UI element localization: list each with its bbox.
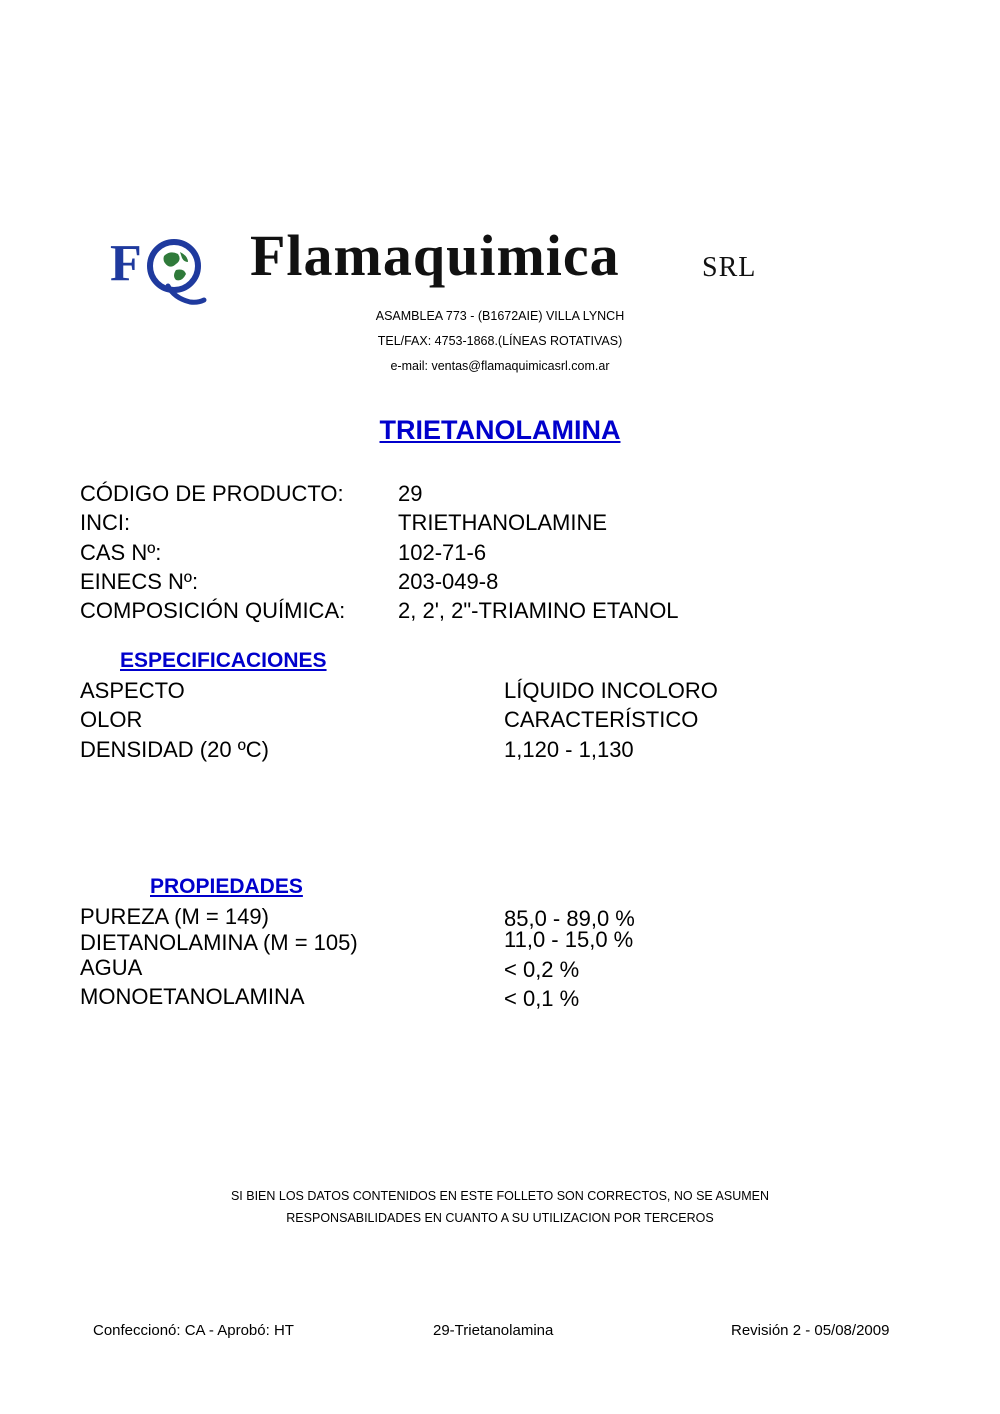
company-address: ASAMBLEA 773 - (B1672AIE) VILLA LYNCH — [375, 309, 625, 323]
footer-prepared-approved: Confeccionó: CA - Aprobó: HT — [93, 1322, 294, 1339]
id-value-code: 29 — [398, 481, 423, 506]
spec-label-odor: OLOR — [80, 707, 143, 732]
properties-heading: PROPIEDADES — [150, 875, 303, 898]
prop-value-purity: 85,0 - 89,0 % — [504, 906, 635, 931]
disclaimer-line-2: RESPONSABILIDADES EN CUANTO A SU UTILIZACION POR TERCEROS — [286, 1211, 714, 1225]
spec-value-odor: CARACTERÍSTICO — [504, 707, 699, 732]
company-suffix: SRL — [702, 252, 757, 283]
disclaimer-line-1: SI BIEN LOS DATOS CONTENIDOS EN ESTE FOLLETO SON CORRECTOS, NO SE ASUMEN — [230, 1189, 770, 1203]
spec-value-aspect: LÍQUIDO INCOLORO — [504, 678, 718, 703]
specifications-heading: ESPECIFICACIONES — [120, 649, 327, 672]
prop-value-dea: 11,0 - 15,0 % — [504, 927, 634, 952]
id-value-composition: 2, 2', 2"-TRIAMINO ETANOL — [398, 598, 679, 623]
prop-label-mea: MONOETANOLAMINA — [80, 984, 305, 1009]
id-label-einecs: EINECS Nº: — [80, 569, 199, 594]
id-label-cas: CAS Nº: — [80, 540, 162, 565]
product-title: TRIETANOLAMINA — [379, 415, 621, 445]
prop-label-water: AGUA — [80, 955, 143, 980]
footer-document-code: 29-Trietanolamina — [433, 1322, 554, 1339]
company-logo-icon — [108, 226, 208, 306]
id-label-code: CÓDIGO DE PRODUCTO: — [80, 481, 344, 506]
id-value-inci: TRIETHANOLAMINE — [398, 510, 608, 535]
logo-letter-f: F — [110, 235, 142, 292]
spec-value-density: 1,120 - 1,130 — [504, 737, 634, 762]
id-label-inci: INCI: — [80, 510, 131, 535]
id-label-composition: COMPOSICIÓN QUÍMICA: — [80, 598, 346, 623]
company-name: Flamaquimica — [250, 223, 620, 288]
prop-value-water: < 0,2 % — [504, 957, 580, 982]
spec-label-aspect: ASPECTO — [80, 678, 185, 703]
prop-label-dea: DIETANOLAMINA (M = 105) — [80, 930, 358, 955]
footer-revision: Revisión 2 - 05/08/2009 — [731, 1322, 890, 1339]
id-value-einecs: 203-049-8 — [398, 569, 499, 594]
prop-value-mea: < 0,1 % — [504, 986, 580, 1011]
id-value-cas: 102-71-6 — [398, 540, 487, 565]
company-phone: TEL/FAX: 4753-1868.(LÍNEAS ROTATIVAS) — [377, 334, 623, 348]
prop-label-purity: PUREZA (M = 149) — [80, 904, 269, 929]
company-email: e-mail: ventas@flamaquimicasrl.com.ar — [390, 359, 610, 373]
spec-label-density: DENSIDAD (20 ºC) — [80, 737, 269, 762]
